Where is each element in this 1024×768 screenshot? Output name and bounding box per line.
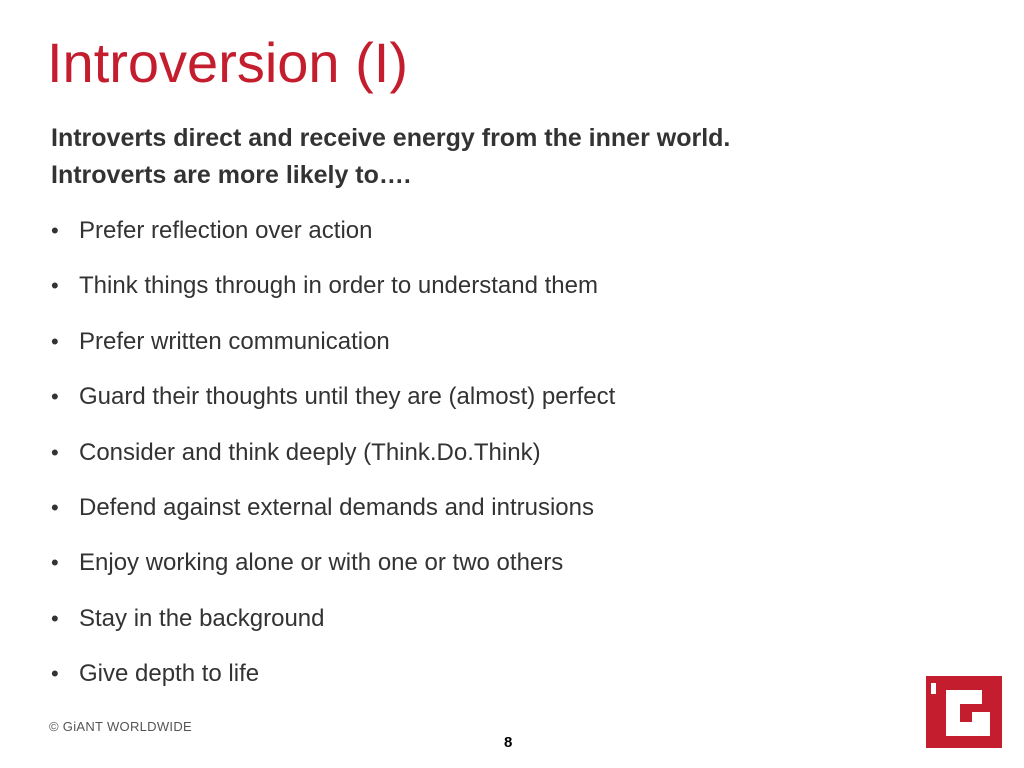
list-item (51, 321, 615, 376)
list-item (51, 210, 615, 265)
slide-title: Introversion (I) (47, 31, 408, 94)
list-item (51, 653, 615, 708)
bullet-text: Give depth to life (79, 660, 260, 688)
bullet-icon: • (51, 328, 59, 354)
list-item (51, 542, 615, 597)
bullet-icon: • (51, 384, 59, 410)
bullet-text: Enjoy working alone or with one or two others (79, 549, 564, 577)
bullet-icon: • (51, 218, 59, 243)
bullet-icon: • (51, 494, 59, 520)
bullet-text: Consider and think deeply (Think.Do.Think) (79, 438, 541, 466)
copyright-footer: © GiANT WORLDWIDE (49, 719, 192, 734)
bullet-icon: • (51, 550, 59, 576)
intro-text: Introverts direct and receive energy from the inner world. Introverts are more likely to…. (51, 124, 731, 189)
list-item (51, 265, 615, 320)
bullet-icon: • (51, 273, 59, 299)
page-number: 8 (504, 734, 513, 751)
bullet-text: Think things through in order to understand them (79, 272, 598, 300)
list-item (51, 376, 615, 431)
giant-g-logo-icon (926, 676, 1002, 748)
list-item (51, 432, 615, 487)
bullet-text: Prefer reflection over action (79, 217, 373, 244)
bullet-icon: • (51, 661, 59, 687)
bullet-icon: • (51, 439, 59, 465)
bullet-icon: • (51, 605, 59, 631)
bullet-text: Defend against external demands and intrusions (79, 493, 594, 521)
bullet-text: Stay in the background (79, 604, 325, 632)
bullet-text: Guard their thoughts until they are (almost) perfect (79, 383, 616, 411)
list-item (51, 487, 615, 542)
list-item (51, 598, 615, 653)
bullet-text: Prefer written communication (79, 327, 390, 355)
bullet-list (51, 210, 615, 709)
